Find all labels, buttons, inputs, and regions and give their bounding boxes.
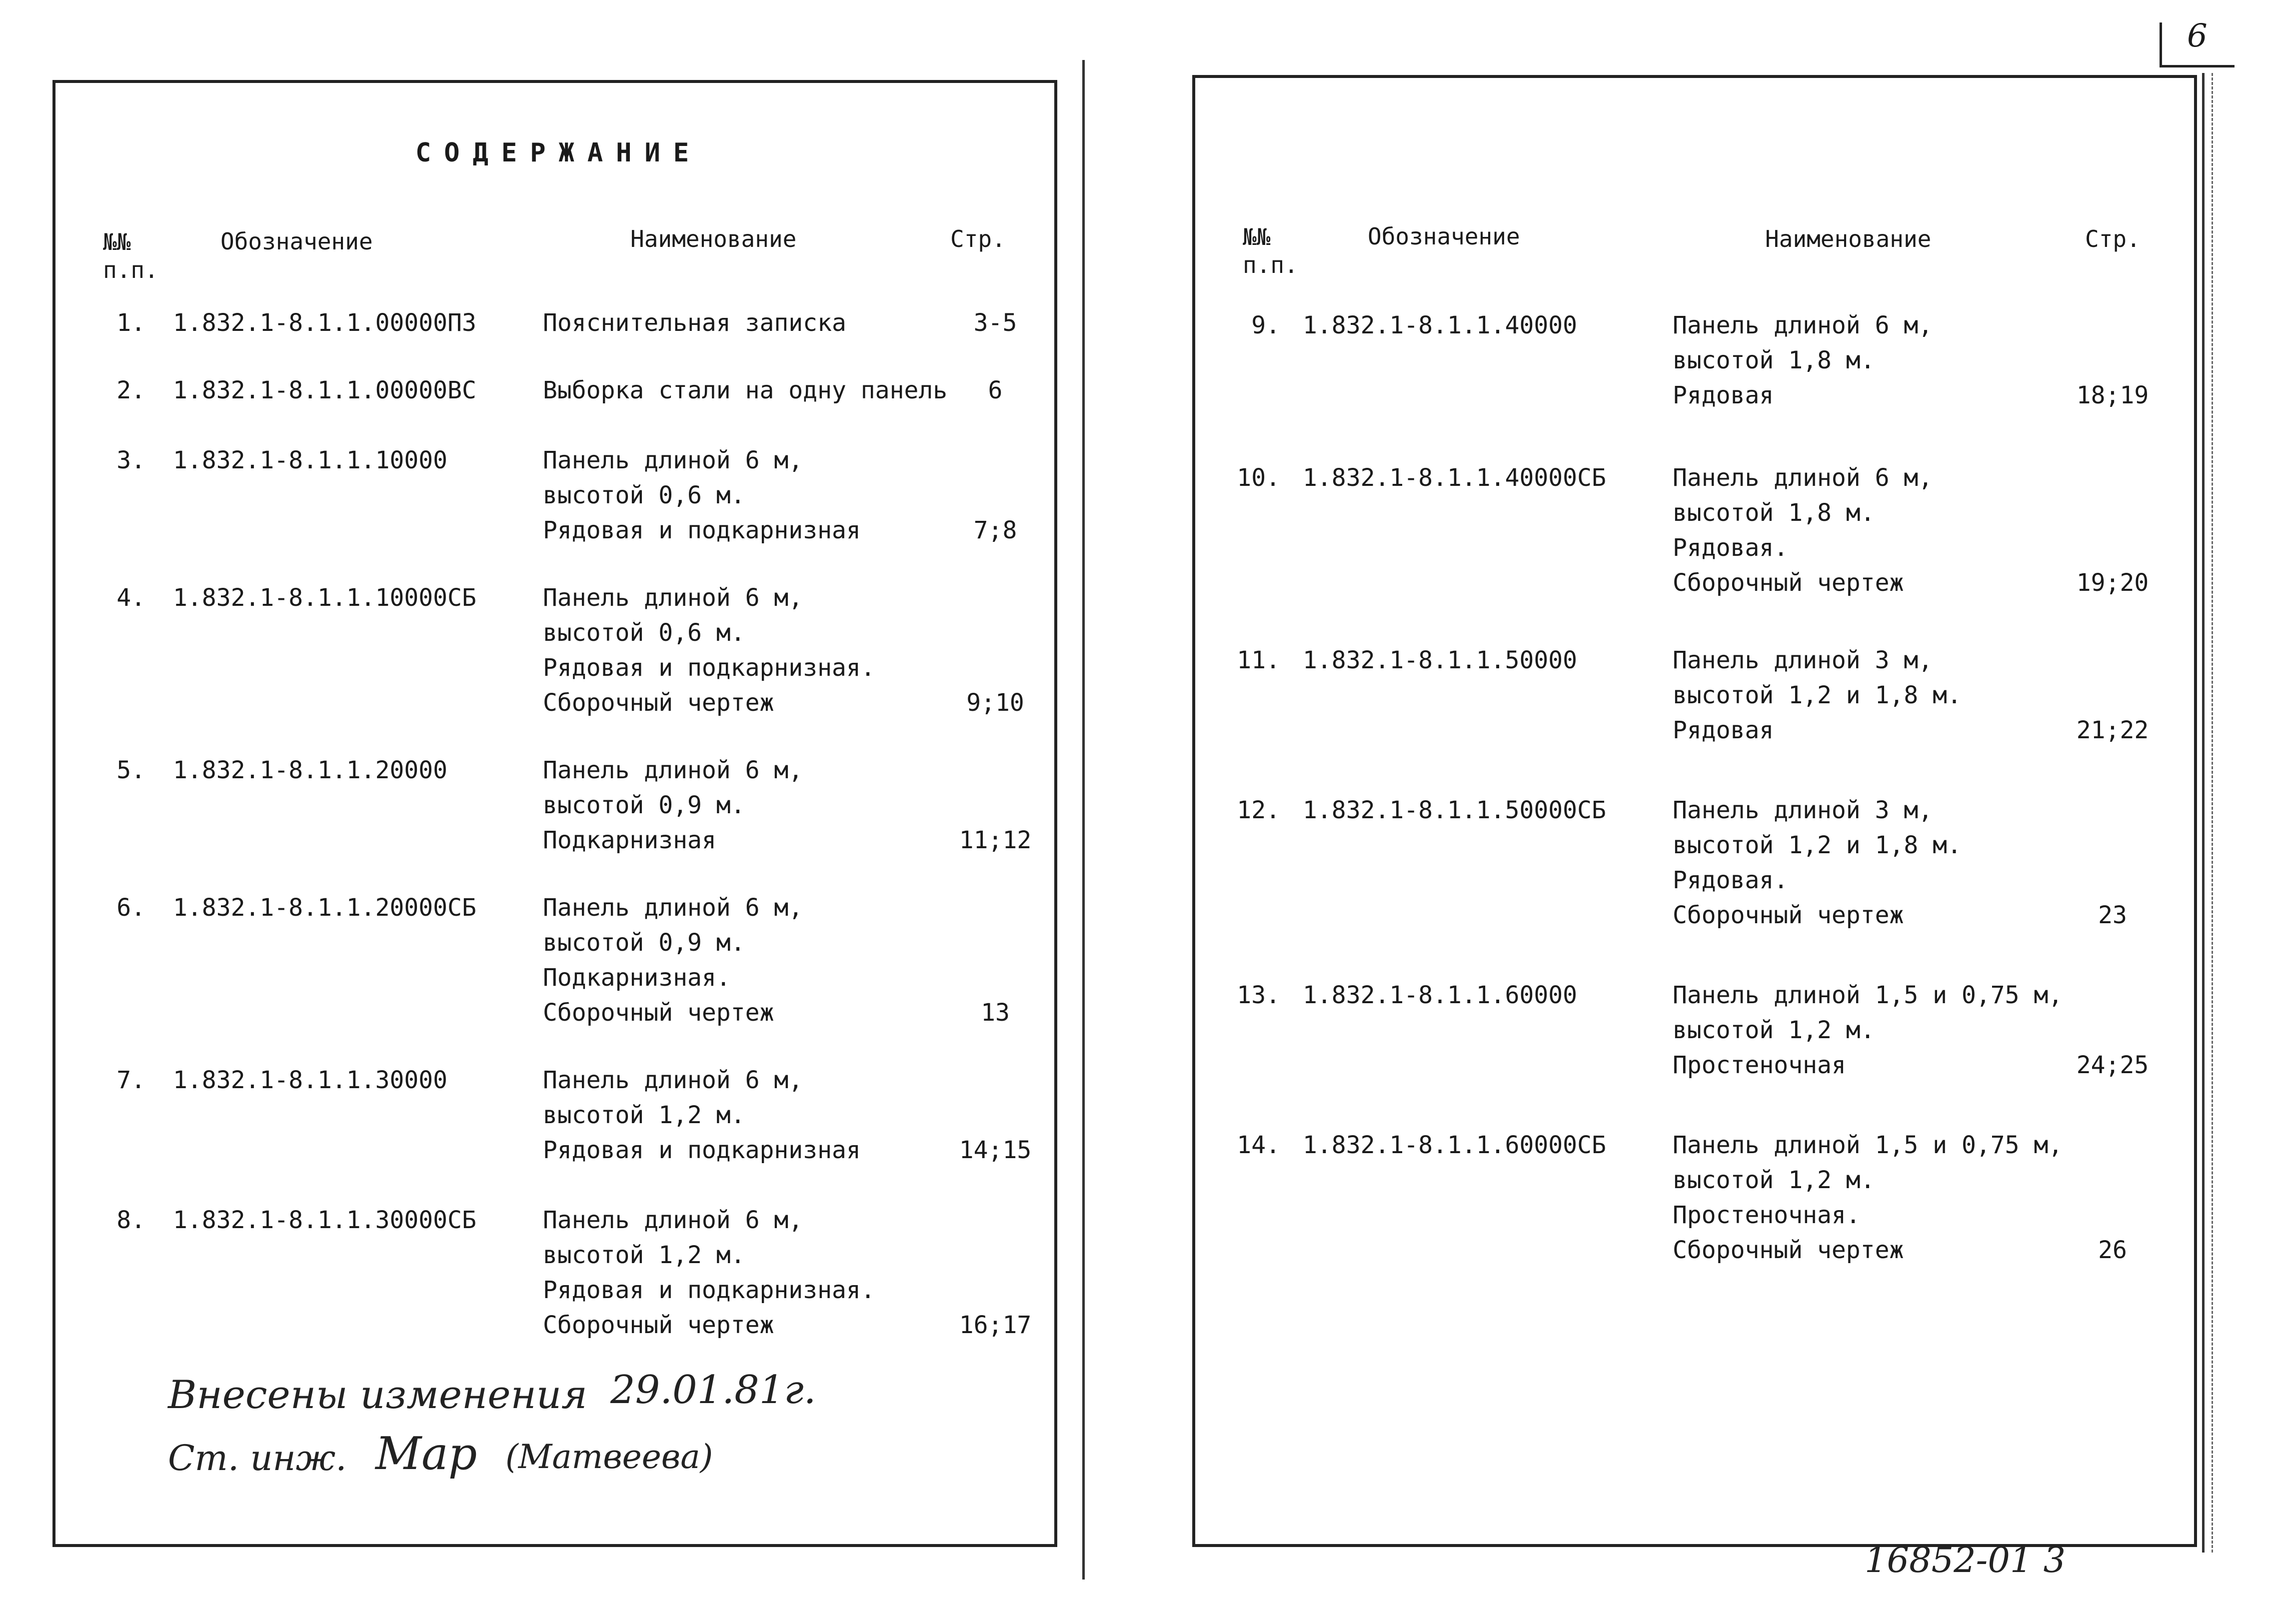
contents-row bbox=[55, 1063, 1054, 1164]
row-title-line: Сборочный чертеж bbox=[543, 999, 774, 1027]
header-code-right: Обозначение bbox=[1368, 223, 1520, 250]
row-title-line: Сборочный чертеж bbox=[543, 1311, 774, 1339]
row-designation: 1.832.1-8.1.1.60000СБ bbox=[1303, 1131, 1606, 1159]
header-page-right: Стр. bbox=[2085, 225, 2141, 252]
header-code: Обозначение bbox=[220, 228, 373, 255]
row-page: 7;8 bbox=[973, 516, 1017, 544]
row-page: 13 bbox=[981, 999, 1010, 1027]
row-title-line: Панель длиной 6 м, bbox=[543, 1206, 803, 1234]
row-number: 5. bbox=[116, 756, 145, 784]
row-designation: 1.832.1-8.1.1.30000СБ bbox=[173, 1206, 476, 1234]
row-designation: 1.832.1-8.1.1.10000 bbox=[173, 446, 448, 474]
row-title-line: Простеночная bbox=[1673, 1051, 1846, 1079]
row-title-line: высотой 0,6 м. bbox=[543, 481, 745, 509]
row-title bbox=[543, 890, 803, 1030]
row-page: 9;10 bbox=[966, 689, 1024, 717]
row-title-line: Панель длиной 6 м, bbox=[543, 584, 803, 612]
row-title-line: Панель длиной 6 м, bbox=[543, 446, 803, 474]
row-title-line: Сборочный чертеж bbox=[543, 689, 774, 717]
row-number: 1. bbox=[116, 309, 145, 337]
row-title-line: Сборочный чертеж bbox=[1673, 901, 1904, 929]
row-page: 26 bbox=[2098, 1236, 2127, 1264]
row-title-line: Простеночная. bbox=[1673, 1201, 1861, 1229]
row-title-line: высотой 1,2 м. bbox=[1673, 1016, 1875, 1044]
row-number: 8. bbox=[116, 1206, 145, 1234]
row-designation: 1.832.1-8.1.1.60000 bbox=[1303, 981, 1578, 1009]
row-page: 18;19 bbox=[2076, 381, 2149, 409]
row-title-line: высотой 0,9 м. bbox=[543, 791, 745, 819]
row-number: 11. bbox=[1237, 646, 1280, 674]
row-title bbox=[1673, 978, 2063, 1083]
row-title-line: высотой 1,2 и 1,8 м. bbox=[1673, 831, 1962, 859]
row-number: 14. bbox=[1237, 1131, 1280, 1159]
row-designation: 1.832.1-8.1.1.50000 bbox=[1303, 646, 1578, 674]
corner-mark bbox=[2160, 17, 2235, 67]
row-designation: 1.832.1-8.1.1.30000 bbox=[173, 1066, 448, 1094]
contents-row bbox=[55, 753, 1054, 854]
row-page: 16;17 bbox=[959, 1311, 1032, 1339]
signature: Мар bbox=[375, 1428, 477, 1480]
contents-row bbox=[55, 443, 1054, 544]
row-designation: 1.832.1-8.1.1.40000 bbox=[1303, 311, 1578, 339]
row-title-line: высотой 0,9 м. bbox=[543, 929, 745, 957]
row-title-line: Панель длиной 1,5 и 0,75 м, bbox=[1673, 981, 2063, 1009]
header-name-right: Наименование bbox=[1765, 225, 1932, 252]
row-title-line: высотой 1,2 м. bbox=[543, 1101, 745, 1129]
row-page: 23 bbox=[2098, 901, 2127, 929]
row-number: 6. bbox=[116, 894, 145, 922]
contents-row bbox=[55, 1203, 1054, 1339]
footer-number: 16852-01 3 bbox=[1865, 1540, 2066, 1581]
row-title-line: высотой 1,2 и 1,8 м. bbox=[1673, 681, 1962, 709]
contents-row bbox=[1195, 308, 2194, 409]
contents-row bbox=[1195, 460, 2194, 597]
header-no: №№ п.п. bbox=[103, 228, 158, 283]
row-designation: 1.832.1-8.1.1.10000СБ bbox=[173, 584, 476, 612]
header-page: Стр. bbox=[950, 225, 1006, 252]
contents-row bbox=[55, 373, 1054, 404]
signer-title: Ст. инж. bbox=[168, 1438, 347, 1479]
row-page: 3-5 bbox=[973, 309, 1017, 337]
corner-mark-text: 6 bbox=[2187, 17, 2208, 54]
row-number: 12. bbox=[1237, 796, 1280, 824]
row-title-line: Панель длиной 6 м, bbox=[543, 756, 803, 784]
row-title bbox=[543, 443, 861, 548]
row-title bbox=[1673, 460, 1933, 600]
changes-note: Внесены изменения bbox=[168, 1373, 587, 1418]
row-title bbox=[1673, 308, 1933, 413]
row-title-line: Рядовая и подкарнизная bbox=[543, 1136, 861, 1164]
row-title-line: Сборочный чертеж bbox=[1673, 1236, 1904, 1264]
row-title-line: высотой 1,8 м. bbox=[1673, 346, 1875, 374]
row-designation: 1.832.1-8.1.1.20000 bbox=[173, 756, 448, 784]
sheet-fold-line bbox=[1082, 60, 1085, 1580]
contents-row bbox=[1195, 643, 2194, 744]
header-no-right: №№ п.п. bbox=[1243, 223, 1298, 278]
row-title-line: высотой 1,8 м. bbox=[1673, 499, 1875, 527]
row-title-line: Рядовая и подкарнизная. bbox=[543, 1276, 875, 1304]
row-title-line: Рядовая. bbox=[1673, 866, 1789, 894]
row-page: 24;25 bbox=[2076, 1051, 2149, 1079]
row-title-line: Сборочный чертеж bbox=[1673, 569, 1904, 597]
row-designation: 1.832.1-8.1.1.50000СБ bbox=[1303, 796, 1606, 824]
contents-sheet-left bbox=[52, 80, 1057, 1547]
row-title-line: Рядовая bbox=[1673, 381, 1774, 409]
page-title: СОДЕРЖАНИЕ bbox=[415, 138, 702, 168]
row-title-line: Подкарнизная bbox=[543, 826, 716, 854]
row-title-line: Рядовая и подкарнизная bbox=[543, 516, 861, 544]
row-page: 14;15 bbox=[959, 1136, 1032, 1164]
row-designation: 1.832.1-8.1.1.00000ВС bbox=[173, 376, 476, 404]
row-designation: 1.832.1-8.1.1.00000ПЗ bbox=[173, 309, 476, 337]
row-page: 21;22 bbox=[2076, 716, 2149, 744]
row-number: 7. bbox=[116, 1066, 145, 1094]
row-number: 13. bbox=[1237, 981, 1280, 1009]
header-name: Наименование bbox=[630, 225, 797, 252]
row-title bbox=[543, 580, 875, 720]
row-title-line: Выборка стали на одну панель bbox=[543, 376, 948, 404]
row-designation: 1.832.1-8.1.1.40000СБ bbox=[1303, 464, 1606, 492]
row-title-line: Панель длиной 6 м, bbox=[543, 894, 803, 922]
contents-row bbox=[1195, 978, 2194, 1079]
contents-row bbox=[55, 890, 1054, 1027]
row-number: 10. bbox=[1237, 464, 1280, 492]
row-page: 11;12 bbox=[959, 826, 1032, 854]
contents-row bbox=[55, 305, 1054, 337]
row-title-line: Рядовая. bbox=[1673, 534, 1789, 562]
contents-row bbox=[1195, 1128, 2194, 1264]
contents-row bbox=[1195, 793, 2194, 929]
row-title bbox=[543, 1203, 875, 1343]
row-title-line: Панель длиной 3 м, bbox=[1673, 796, 1933, 824]
row-title-line: высотой 1,2 м. bbox=[1673, 1166, 1875, 1194]
row-title-line: Рядовая и подкарнизная. bbox=[543, 654, 875, 682]
row-title bbox=[543, 373, 947, 408]
row-title-line: Панель длиной 6 м, bbox=[1673, 464, 1933, 492]
row-title-line: Рядовая bbox=[1673, 716, 1774, 744]
row-number: 3. bbox=[116, 446, 145, 474]
row-title-line: Панель длиной 1,5 и 0,75 м, bbox=[1673, 1131, 2063, 1159]
row-page: 19;20 bbox=[2076, 569, 2149, 597]
row-title bbox=[543, 1063, 861, 1168]
changes-date: 29.01.81г. bbox=[610, 1368, 816, 1413]
signer-name: (Матвеева) bbox=[505, 1438, 713, 1476]
row-title-line: высотой 1,2 м. bbox=[543, 1241, 745, 1269]
row-number: 9. bbox=[1251, 311, 1280, 339]
row-designation: 1.832.1-8.1.1.20000СБ bbox=[173, 894, 476, 922]
row-title-line: Пояснительная записка bbox=[543, 309, 846, 337]
row-page: 6 bbox=[988, 376, 1003, 404]
row-title-line: Панель длиной 6 м, bbox=[543, 1066, 803, 1094]
row-title-line: Панель длиной 3 м, bbox=[1673, 646, 1933, 674]
contents-sheet-right bbox=[1192, 75, 2197, 1547]
row-number: 4. bbox=[116, 584, 145, 612]
contents-row bbox=[55, 580, 1054, 717]
row-title bbox=[1673, 643, 1962, 748]
row-title-line: Панель длиной 6 м, bbox=[1673, 311, 1933, 339]
row-title bbox=[1673, 1128, 2063, 1268]
row-number: 2. bbox=[116, 376, 145, 404]
row-title-line: Подкарнизная. bbox=[543, 964, 731, 992]
row-title bbox=[543, 753, 803, 858]
row-title bbox=[1673, 793, 1962, 933]
row-title-line: высотой 0,6 м. bbox=[543, 619, 745, 647]
row-title bbox=[543, 305, 846, 340]
